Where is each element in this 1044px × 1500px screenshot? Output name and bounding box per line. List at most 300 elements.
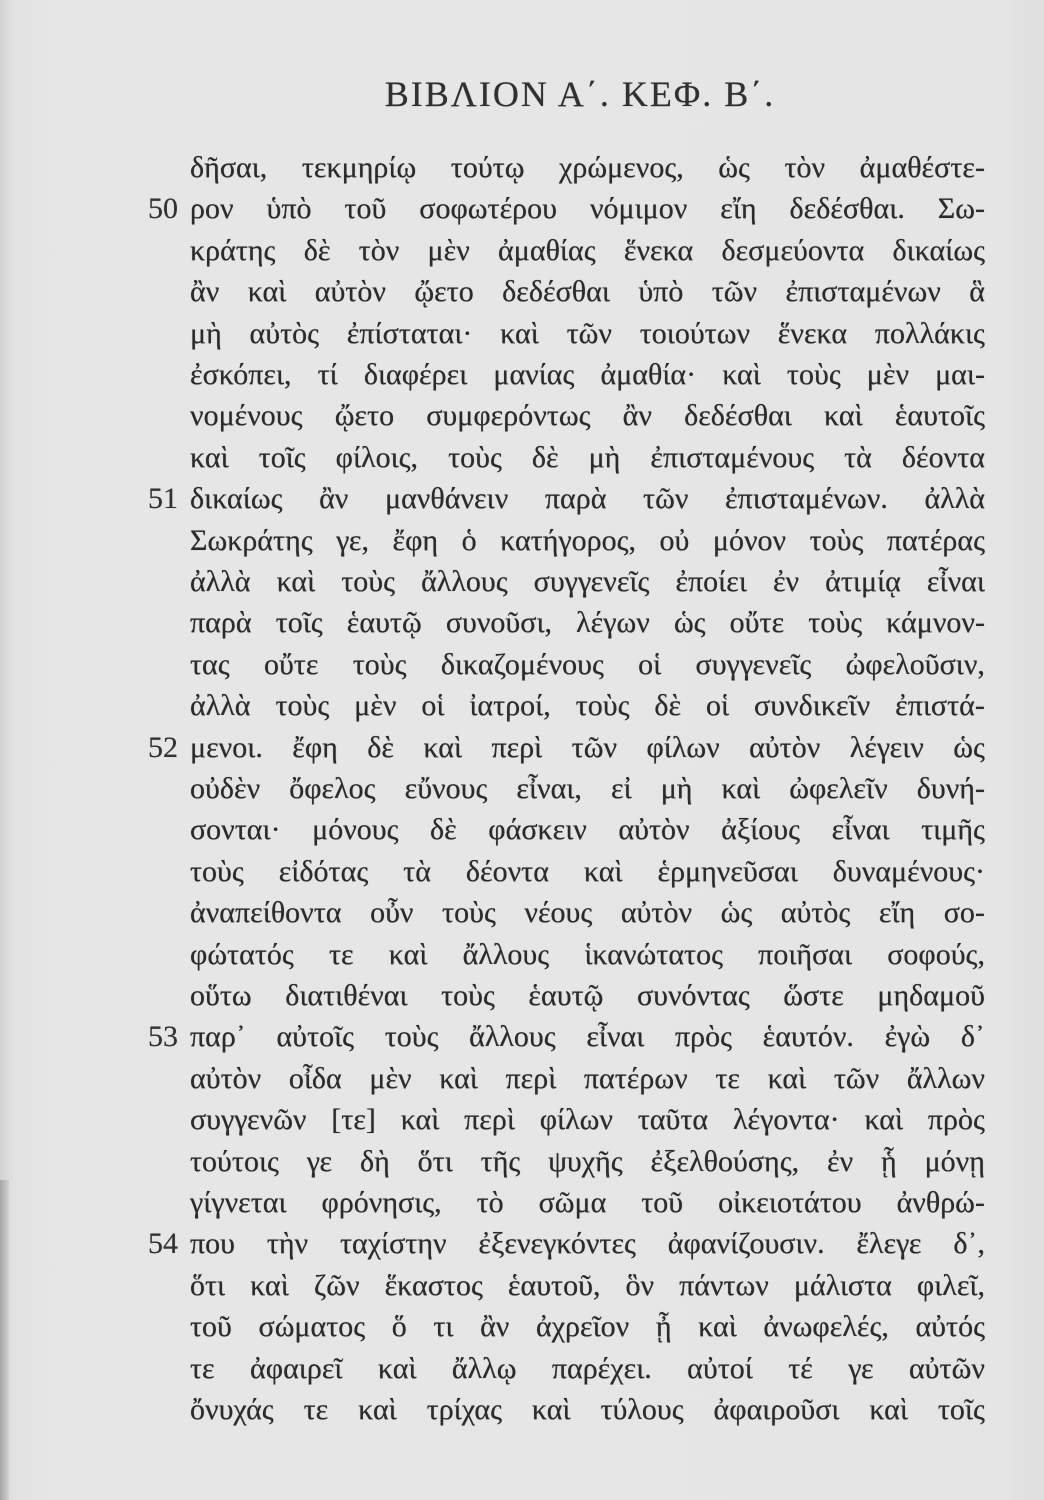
- word: συμφερόντως: [426, 399, 591, 433]
- word: πατέρας: [886, 523, 985, 557]
- word: τοῖς: [937, 1393, 985, 1426]
- word: φάσκειν: [488, 813, 587, 847]
- word: ὄφελος: [289, 772, 376, 805]
- word: δικαζομένους: [440, 647, 604, 681]
- word: δὲ: [303, 233, 331, 267]
- word: ᾤετο: [414, 275, 474, 309]
- text-row: [0, 851, 1044, 892]
- text-line: [190, 1058, 985, 1099]
- text-row: [0, 1265, 1044, 1306]
- word: τί: [317, 358, 338, 391]
- word: ἐξελθούσης,: [650, 1144, 800, 1178]
- word: συνοῦσι,: [445, 606, 553, 640]
- word: αὐτὸν: [314, 275, 386, 309]
- word: τοὺς: [808, 606, 863, 640]
- word: σονται·: [190, 813, 281, 847]
- text-line: [190, 727, 985, 768]
- word: [τε]: [331, 1103, 376, 1137]
- word: μὴ: [588, 440, 621, 474]
- word: πρὸς: [674, 1020, 732, 1054]
- word: πρὸς: [927, 1103, 985, 1137]
- word: δυνή-: [916, 772, 985, 805]
- word: τὸν: [784, 151, 826, 184]
- word: ἐποίει: [675, 565, 747, 598]
- word: ἂν: [319, 482, 349, 516]
- word: κάμνον-: [886, 606, 985, 640]
- text-row: [0, 727, 1044, 768]
- text-row: [0, 313, 1044, 354]
- word: ὑπὸ: [638, 275, 684, 309]
- word: τι: [433, 1310, 454, 1344]
- word: αὐτός: [915, 1310, 985, 1344]
- word: ταῦτα: [637, 1103, 709, 1137]
- word: ἑαυτῷ: [346, 606, 422, 640]
- word: τοὺς: [275, 689, 330, 723]
- word: ἀλλὰ: [190, 689, 251, 723]
- word: ἄλλους: [462, 937, 550, 971]
- word: ἀνωφελές,: [763, 1310, 889, 1344]
- text-row: [0, 188, 1044, 229]
- text-row: [0, 644, 1044, 685]
- text-line: [190, 395, 985, 436]
- word: ἐπισταμένους: [650, 440, 815, 474]
- word: πολλάκις: [874, 316, 985, 350]
- word: ἐν: [772, 565, 800, 598]
- word: μὲν: [427, 233, 470, 267]
- word: αὐτὸν: [190, 1061, 262, 1095]
- word: ἂν: [190, 275, 220, 309]
- text-row: [0, 892, 1044, 933]
- text-row: [0, 975, 1044, 1016]
- text-line: [190, 271, 985, 312]
- text-row: [0, 685, 1044, 726]
- word: καὶ: [722, 358, 761, 391]
- word: ἔλεγε: [856, 1227, 922, 1261]
- word: ἃ: [969, 275, 985, 309]
- word: ᾗ: [881, 1144, 897, 1178]
- word: τοὺς: [441, 979, 495, 1012]
- word: κράτης: [190, 233, 276, 267]
- word: λέγων: [576, 606, 650, 640]
- text-line: [190, 1223, 985, 1264]
- word: εἶναι: [831, 813, 890, 847]
- word: αὐτὸς: [780, 896, 851, 930]
- word: δ᾽: [960, 1020, 985, 1054]
- text-line: [190, 478, 985, 519]
- word: ᾖ: [655, 1310, 672, 1344]
- word: μάλιστα: [793, 1268, 892, 1302]
- word: φίλων: [539, 1103, 613, 1137]
- word: τε: [303, 1393, 329, 1426]
- word: ἕνεκα: [623, 233, 694, 267]
- word: τούτοις: [190, 1144, 279, 1178]
- word: δεδέσθαι.: [789, 192, 905, 226]
- word: ὠφελοῦσιν,: [845, 647, 985, 681]
- word: καὶ: [247, 275, 287, 309]
- text-line: [190, 768, 985, 809]
- word: καὶ: [439, 1061, 478, 1095]
- word: ἀμαθέστε-: [859, 151, 985, 184]
- word: τὰ: [844, 440, 872, 474]
- word: περὶ: [464, 1103, 515, 1137]
- word: τέ: [788, 1351, 813, 1385]
- word: μὴ: [660, 772, 693, 805]
- word: συγγενῶν: [190, 1103, 307, 1137]
- word: ὑπὸ: [266, 192, 312, 226]
- word: ἄλλων: [906, 1061, 985, 1095]
- word: λέγοντα·: [732, 1103, 840, 1137]
- word: τοὺς: [384, 1020, 439, 1054]
- word: διατιθέναι: [285, 979, 408, 1012]
- word: οἱ: [638, 647, 662, 681]
- running-title: ΒΙΒΛΙΟΝ Α΄. ΚΕΦ. Β΄.: [384, 74, 776, 114]
- word: ἕνεκα: [777, 316, 848, 350]
- word: δ᾽,: [953, 1227, 985, 1261]
- word: ἀξίους: [721, 813, 801, 847]
- word: ἐπιστά-: [895, 689, 985, 723]
- word: αὐτὸς: [249, 316, 320, 350]
- word: σώματος: [258, 1310, 366, 1344]
- word: τῶν: [833, 1061, 880, 1095]
- text-line: [190, 313, 985, 354]
- section-number: 53: [148, 1020, 178, 1054]
- word: τούτῳ: [450, 151, 525, 184]
- word: ὥστε: [783, 979, 844, 1012]
- text-row: [0, 437, 1044, 478]
- word: ἐξενεγκόντες: [478, 1227, 636, 1261]
- word: τοὺς: [352, 647, 407, 681]
- word: δεσμεύοντα: [721, 233, 865, 267]
- text-line: [190, 809, 985, 850]
- word: ἄλλους: [469, 1020, 556, 1054]
- text-line: [190, 1265, 985, 1306]
- word: οἶδα: [288, 1061, 342, 1095]
- word: ἑαυτῷ: [528, 979, 604, 1012]
- word: περὶ: [505, 1061, 557, 1095]
- text-row: [0, 934, 1044, 975]
- word: ἀλλὰ: [190, 565, 251, 598]
- word: μόνους: [312, 813, 399, 847]
- word: τοιούτων: [639, 316, 751, 350]
- word: εἰ: [610, 772, 632, 805]
- word: εἶναι: [926, 565, 985, 598]
- section-number: 54: [148, 1227, 178, 1261]
- word: δὴ: [359, 1144, 390, 1178]
- word: μηδαμοῦ: [877, 979, 985, 1012]
- word: οὔτε: [729, 606, 785, 640]
- word: ὅτι: [417, 1144, 453, 1178]
- word: ἐπίσταται·: [346, 316, 473, 350]
- text-line: [190, 1348, 985, 1389]
- word: εἴη: [720, 192, 757, 226]
- text-row: [0, 1306, 1044, 1347]
- text-line: [190, 892, 985, 933]
- word: μὴ: [190, 316, 222, 350]
- word: τὸ: [476, 1186, 504, 1219]
- word: εἶναι,: [516, 772, 582, 805]
- word: συνόντας: [636, 979, 750, 1012]
- text-line: [190, 354, 985, 395]
- word: ἔφη: [292, 730, 338, 764]
- word: τε: [328, 937, 354, 971]
- word: συνδικεῖν: [754, 689, 871, 723]
- word: χρώμενος,: [559, 151, 684, 184]
- word: ἀμαθία·: [600, 358, 697, 391]
- word: οὖν: [370, 896, 414, 930]
- word: ἕκαστος: [384, 1268, 483, 1302]
- word: συγγενεῖς: [695, 647, 812, 681]
- word: μόνῃ: [924, 1144, 985, 1178]
- word: οὐ: [659, 523, 690, 557]
- word: τοὺς: [786, 358, 841, 391]
- word: δυναμένους·: [832, 854, 985, 888]
- word: νόμιμον: [589, 192, 688, 226]
- word: λέγειν: [849, 730, 924, 764]
- word: τοὺς: [442, 896, 496, 930]
- word: καὶ: [250, 1268, 289, 1302]
- word: συγγενεῖς: [533, 565, 650, 598]
- word: τοὺς: [190, 854, 244, 888]
- word: ὡς: [718, 151, 750, 184]
- text-line: [190, 147, 985, 188]
- word: τοῦ: [344, 192, 387, 226]
- word: τὸν: [358, 233, 400, 267]
- word: ὡς: [953, 730, 985, 764]
- text-row: [0, 478, 1044, 519]
- word: τύλους: [600, 1393, 684, 1426]
- section-number: 50: [148, 192, 178, 226]
- word: δῆσαι,: [190, 151, 268, 184]
- word: δικαίως: [892, 233, 985, 267]
- text-line: [190, 437, 985, 478]
- word: ἄλλους: [421, 565, 508, 598]
- word: πάντων: [679, 1268, 769, 1302]
- word: δὲ: [654, 689, 682, 723]
- word: σοφωτέρου: [419, 192, 557, 226]
- text-line: [190, 644, 985, 685]
- text-line: [190, 561, 985, 602]
- word: καὶ: [869, 1393, 908, 1426]
- word: τρίχας: [426, 1393, 503, 1426]
- text-row: [0, 768, 1044, 809]
- word: ὡς: [720, 896, 753, 930]
- text-line: [190, 851, 985, 892]
- word: τῶν: [643, 482, 689, 516]
- word: γε: [848, 1351, 874, 1385]
- word: καὶ: [864, 1103, 904, 1137]
- word: εἰδότας: [278, 854, 369, 888]
- word: τῆς: [480, 1144, 521, 1178]
- word: παρὰ: [544, 482, 607, 516]
- word: ζῶν: [313, 1268, 360, 1302]
- text-row: [0, 147, 1044, 188]
- word: τῶν: [566, 316, 612, 350]
- word: ἰατροί,: [469, 689, 551, 723]
- text-line: [190, 1389, 985, 1430]
- word: ἑαυτόν.: [762, 1020, 854, 1054]
- word: ἂν: [622, 399, 652, 433]
- word: μὲν: [369, 1061, 412, 1095]
- word: σοφούς,: [887, 937, 985, 971]
- word: καὶ: [583, 854, 623, 888]
- word: ἱκανώτατος: [584, 937, 723, 971]
- word: τε: [715, 1061, 740, 1095]
- text-line: [190, 188, 985, 229]
- text-row: [0, 354, 1044, 395]
- word: κατήγορος,: [500, 523, 637, 557]
- word: δὲ: [430, 813, 457, 847]
- word: εἶναι: [586, 1020, 645, 1054]
- word: αὐτῶν: [908, 1351, 985, 1385]
- word: αὐτοῖς: [276, 1020, 355, 1054]
- word: οὐδὲν: [190, 772, 261, 805]
- word: ἐπισταμένων: [785, 275, 941, 309]
- text-row: [0, 1389, 1044, 1430]
- text-row: [0, 561, 1044, 602]
- word: ἀφαιρεῖ: [250, 1351, 343, 1385]
- word: νομένους: [190, 399, 303, 433]
- word: δέοντα: [901, 440, 985, 474]
- text-row: [0, 1348, 1044, 1389]
- word: νέους: [524, 896, 593, 930]
- word: ἀφαιροῦσι: [713, 1393, 840, 1426]
- section-number: 52: [148, 730, 178, 764]
- text-row: [0, 271, 1044, 312]
- word: καὶ: [531, 1393, 571, 1426]
- word: ποιῆσαι: [758, 937, 853, 971]
- text-line: [190, 1141, 985, 1182]
- word: ἐσκόπει,: [190, 358, 292, 391]
- word: τῶν: [711, 275, 758, 309]
- word: δὲ: [531, 440, 559, 474]
- word: που: [190, 1227, 235, 1261]
- word: αὐτὸν: [749, 730, 821, 764]
- word: ὠφελεῖν: [789, 772, 888, 805]
- word: δικαίως: [190, 482, 283, 516]
- word: παρέχει.: [551, 1351, 652, 1385]
- text-line: [190, 230, 985, 271]
- word: παρὰ: [190, 606, 252, 640]
- section-number: 51: [148, 482, 178, 516]
- text-row: [0, 1099, 1044, 1140]
- word: ὡς: [673, 606, 706, 640]
- word: ταχίστην: [339, 1227, 447, 1261]
- word: ἄλλῳ: [451, 1351, 517, 1385]
- word: ἀμαθίας: [498, 233, 596, 267]
- text-row: [0, 395, 1044, 436]
- word: τοῖς: [258, 440, 306, 474]
- word: οἰκειοτάτου: [718, 1186, 862, 1219]
- word: ἂν: [480, 1310, 510, 1344]
- word: καὶ: [824, 399, 863, 433]
- word: τοὺς: [575, 689, 630, 723]
- text-row: [0, 1016, 1044, 1057]
- text-row: [0, 1141, 1044, 1182]
- word: μόνον: [712, 523, 787, 557]
- word: τοὺς: [341, 565, 396, 598]
- word: εἴη: [878, 896, 916, 930]
- word: τεκμηρίῳ: [301, 151, 417, 184]
- word: φιλεῖ,: [916, 1268, 985, 1302]
- word: καὶ: [698, 1310, 737, 1344]
- text-line: [190, 685, 985, 726]
- word: δέοντα: [465, 854, 549, 888]
- word: ἀχρεῖον: [535, 1310, 630, 1344]
- word: μανίας: [493, 358, 575, 391]
- word: ἑρμηνεῦσαι: [657, 854, 798, 888]
- word: καὶ: [190, 440, 229, 474]
- text-line: [190, 934, 985, 975]
- word: καὶ: [358, 1393, 397, 1426]
- word: οὕτω: [190, 979, 252, 1012]
- text-line: [190, 520, 985, 561]
- word: ὄνυχάς: [190, 1393, 274, 1426]
- text-row: [0, 809, 1044, 850]
- word: ρον: [190, 192, 234, 226]
- word: πατέρων: [583, 1061, 688, 1095]
- text-line: [190, 1306, 985, 1347]
- word: τιμῆς: [921, 813, 985, 847]
- word: περὶ: [491, 730, 543, 764]
- word: παρ᾽: [190, 1020, 246, 1054]
- word: μενοι.: [190, 730, 263, 764]
- word: καὶ: [388, 937, 428, 971]
- text-line: [190, 975, 985, 1016]
- word: γίγνεται: [190, 1186, 287, 1219]
- word: καὶ: [500, 316, 539, 350]
- word: εὔνους: [404, 772, 488, 805]
- word: μαι-: [935, 358, 985, 391]
- word: δεδέσθαι: [502, 275, 610, 309]
- word: γε: [306, 1144, 333, 1178]
- word: τοῦ: [641, 1186, 684, 1219]
- word: καὶ: [276, 565, 316, 598]
- word: καὶ: [400, 1103, 440, 1137]
- word: ἑαυτοῖς: [894, 399, 985, 433]
- word: τὴν: [266, 1227, 309, 1261]
- text-row: [0, 520, 1044, 561]
- word: ὃν: [625, 1268, 655, 1302]
- text-row: [0, 1223, 1044, 1264]
- word: δεδέσθαι: [684, 399, 792, 433]
- text-row: [0, 1058, 1044, 1099]
- word: ὅ: [391, 1310, 407, 1344]
- word: καὶ: [767, 1061, 807, 1095]
- text-line: [190, 1182, 985, 1223]
- word: οἱ: [421, 689, 445, 723]
- word: τῶν: [571, 730, 618, 764]
- word: οἱ: [706, 689, 730, 723]
- word: ἑαυτοῦ,: [507, 1268, 601, 1302]
- word: μὲν: [866, 358, 910, 391]
- word: ἀνθρώ-: [896, 1186, 985, 1219]
- word: μὲν: [354, 689, 397, 723]
- word: σο-: [943, 896, 985, 930]
- word: ἐν: [827, 1144, 854, 1178]
- word: φίλων: [646, 730, 720, 764]
- word: οὔτε: [263, 647, 319, 681]
- word: ἀλλὰ: [924, 482, 985, 516]
- word: τοὺς: [448, 440, 502, 474]
- word: ἀτιμίᾳ: [825, 565, 901, 598]
- word: αὐτὸν: [618, 813, 690, 847]
- word: ψυχῆς: [548, 1144, 623, 1178]
- word: ὁ: [461, 523, 477, 557]
- word: φώτατός: [190, 937, 294, 971]
- word: αὐτὸν: [620, 896, 693, 930]
- word: γε,: [336, 523, 369, 557]
- text-row: [0, 1182, 1044, 1223]
